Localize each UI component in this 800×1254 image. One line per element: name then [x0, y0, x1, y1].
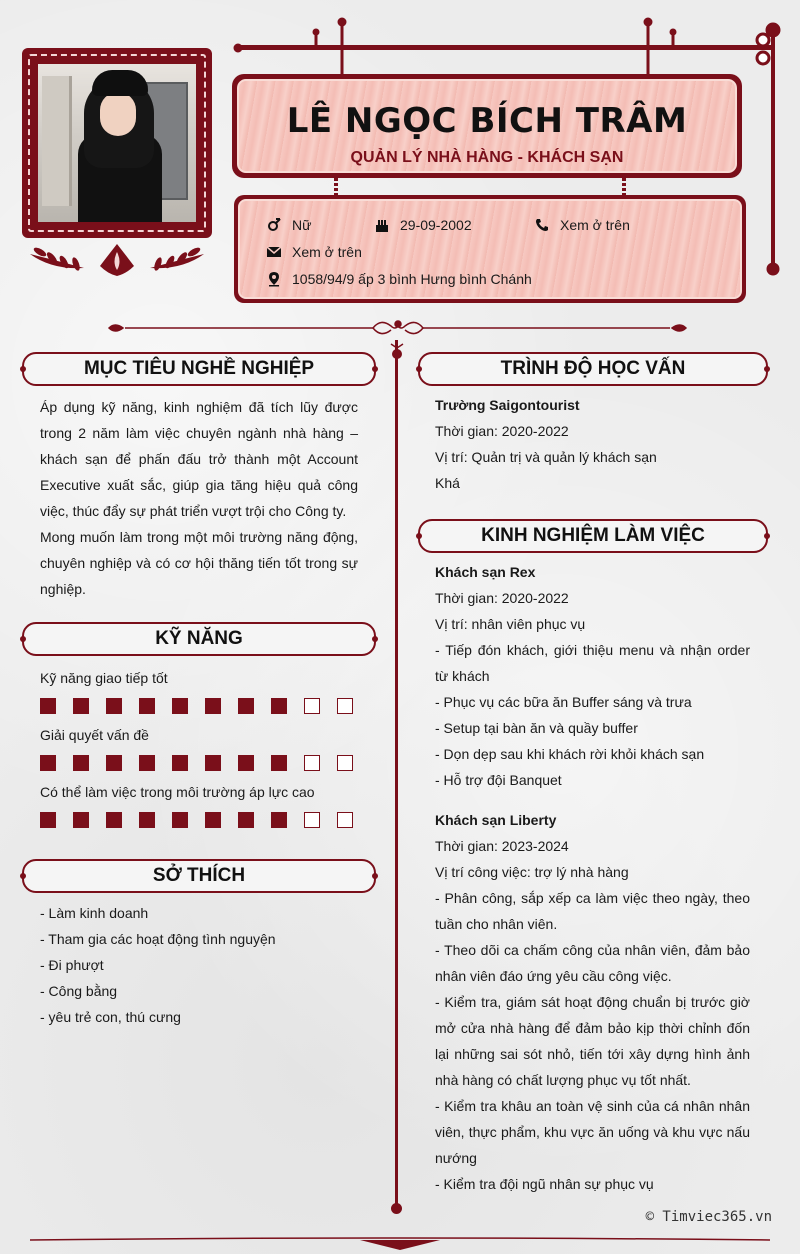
skill-square-filled	[40, 698, 56, 714]
personal-info-board	[234, 195, 746, 303]
job-duty: - Dọn dẹp sau khi khách rời khỏi khách sạn	[435, 746, 705, 762]
skill-level-bar	[40, 755, 353, 771]
education-time: Thời gian: 2020-2022	[435, 423, 569, 439]
hobbies-list	[40, 900, 370, 1030]
job-duty: - Hỗ trợ đội Banquet	[435, 772, 562, 788]
phone-icon	[534, 217, 550, 233]
hobby-item: - Tham gia các hoạt động tình nguyện	[40, 931, 276, 947]
job-duty: - Setup tại bàn ăn và quầy buffer	[435, 720, 638, 736]
skill-square-filled	[271, 698, 287, 714]
skill-label: Giải quyết vấn đề	[40, 727, 149, 743]
bottom-ornament-icon	[30, 1236, 770, 1254]
skill-square-empty	[304, 755, 320, 771]
section-objective-header: MỤC TIÊU NGHỀ NGHIỆP	[22, 352, 376, 386]
skill-square-filled	[238, 812, 254, 828]
avatar-frame	[22, 48, 212, 238]
objective-text: Áp dụng kỹ năng, kinh nghiệm đã tích lũy được trong 2 năm làm việc chuyên ngành nhà hàng – khách sạn để phấn đấu trở thành một Account Executive xuất sắc, giúp gia tăng hiệu quả công việc, thúc đẩy sự phát triển vượt trội cho Công ty.	[40, 399, 358, 519]
experience-job	[435, 807, 750, 1197]
avatar	[38, 64, 196, 222]
skill-square-filled	[238, 698, 254, 714]
skill-square-filled	[73, 812, 89, 828]
job-duty: - Kiểm tra khâu an toàn vệ sinh của cá nhân nhân viên, thực phẩm, khu vực ăn uống và khu vực nấu nướng	[435, 1098, 750, 1166]
candidate-name: LÊ NGỌC BÍCH TRÂM	[286, 101, 688, 141]
job-duty: - Phân công, sắp xếp ca làm việc theo ngày, theo tuần cho nhân viên.	[435, 890, 750, 932]
skill-square-empty	[337, 698, 353, 714]
skill-square-filled	[205, 812, 221, 828]
skill-square-empty	[304, 812, 320, 828]
job-duty: - Tiếp đón khách, giới thiệu menu và nhận order từ khách	[435, 642, 750, 684]
job-company: Khách sạn Rex	[435, 564, 536, 580]
envelope-icon	[266, 244, 282, 260]
hobby-item: - yêu trẻ con, thú cưng	[40, 1009, 181, 1025]
footer-brand: © Timviec365.vn	[645, 1209, 772, 1225]
skill-square-filled	[271, 812, 287, 828]
skill-square-filled	[139, 698, 155, 714]
experience-job	[435, 559, 750, 793]
divider-end-dot	[391, 1203, 402, 1214]
skill-square-empty	[337, 755, 353, 771]
section-education-header: TRÌNH ĐỘ HỌC VẤN	[418, 352, 768, 386]
job-time: Thời gian: 2023-2024	[435, 838, 569, 854]
skill-square-filled	[172, 698, 188, 714]
hobby-item: - Làm kinh doanh	[40, 905, 149, 921]
info-phone: Xem ở trên	[534, 217, 630, 233]
skill-square-filled	[40, 755, 56, 771]
skill-square-filled	[139, 755, 155, 771]
job-duty: - Phục vụ các bữa ăn Buffer sáng và trưa	[435, 694, 692, 710]
job-company: Khách sạn Liberty	[435, 812, 557, 828]
hobby-item: - Đi phượt	[40, 957, 104, 973]
skill-square-filled	[139, 812, 155, 828]
name-board	[232, 74, 742, 178]
location-pin-icon	[266, 271, 282, 287]
education-position: Vị trí: Quản trị và quản lý khách sạn	[435, 449, 657, 465]
skill-level-bar	[40, 698, 353, 714]
job-duty: - Theo dõi ca chấm công của nhân viên, đảm bảo nhân viên đáo ứng yêu cầu công việc.	[435, 942, 750, 984]
laurel-ornament-icon	[22, 240, 212, 280]
job-position: Vị trí công việc: trợ lý nhà hàng	[435, 864, 629, 880]
skill-square-filled	[106, 698, 122, 714]
column-divider	[395, 340, 398, 1210]
skill-square-filled	[205, 698, 221, 714]
skill-square-filled	[172, 812, 188, 828]
skill-square-filled	[106, 812, 122, 828]
skill-square-empty	[337, 812, 353, 828]
education-grade: Khá	[435, 475, 460, 491]
info-gender: Nữ	[266, 217, 311, 233]
education-school: Trường Saigontourist	[435, 397, 580, 413]
job-position: Vị trí: nhân viên phục vụ	[435, 616, 586, 632]
job-duty: - Kiểm tra, giám sát hoạt động chuẩn bị trước giờ mở cửa nhà hàng để đảm bảo kịp thời chỉnh đốn lại những sai sót nhỏ, tiến tới xây dựng hình ảnh nhà hàng có chất lượng phục vụ tốt nhất.	[435, 994, 750, 1088]
skill-label: Có thể làm việc trong môi trường áp lực cao	[40, 784, 315, 800]
gender-icon	[266, 217, 282, 233]
skill-level-bar	[40, 812, 353, 828]
section-experience-header: KINH NGHIỆM LÀM VIỆC	[418, 519, 768, 553]
objective-text-2: Mong muốn làm trong một môi trường năng động, chuyên nghiệp và có cơ hội thăng tiến tốt trong sự nghiệp.	[40, 529, 358, 597]
section-skills-header: KỸ NĂNG	[22, 622, 376, 656]
candidate-role: QUẢN LÝ NHÀ HÀNG - KHÁCH SẠN	[350, 149, 624, 166]
education-block	[435, 392, 755, 496]
job-time: Thời gian: 2020-2022	[435, 590, 569, 606]
skill-square-filled	[172, 755, 188, 771]
ornamental-divider-icon	[105, 318, 690, 338]
job-duty: - Kiểm tra đội ngũ nhân sự phục vụ	[435, 1176, 654, 1192]
info-birthday: 29-09-2002	[374, 217, 472, 233]
info-email: Xem ở trên	[266, 244, 362, 260]
info-address: 1058/94/9 ấp 3 bình Hưng bình Chánh	[266, 271, 532, 287]
skill-square-filled	[73, 755, 89, 771]
skill-square-empty	[304, 698, 320, 714]
skill-square-filled	[106, 755, 122, 771]
hobby-item: - Công bằng	[40, 983, 118, 999]
section-hobbies-header: SỞ THÍCH	[22, 859, 376, 893]
skill-square-filled	[40, 812, 56, 828]
skill-square-filled	[205, 755, 221, 771]
cake-icon	[374, 217, 390, 233]
divider-tip-icon	[388, 340, 406, 360]
skill-label: Kỹ năng giao tiếp tốt	[40, 670, 168, 686]
experience-list	[435, 559, 750, 1197]
skill-square-filled	[73, 698, 89, 714]
skill-square-filled	[271, 755, 287, 771]
skill-square-filled	[238, 755, 254, 771]
